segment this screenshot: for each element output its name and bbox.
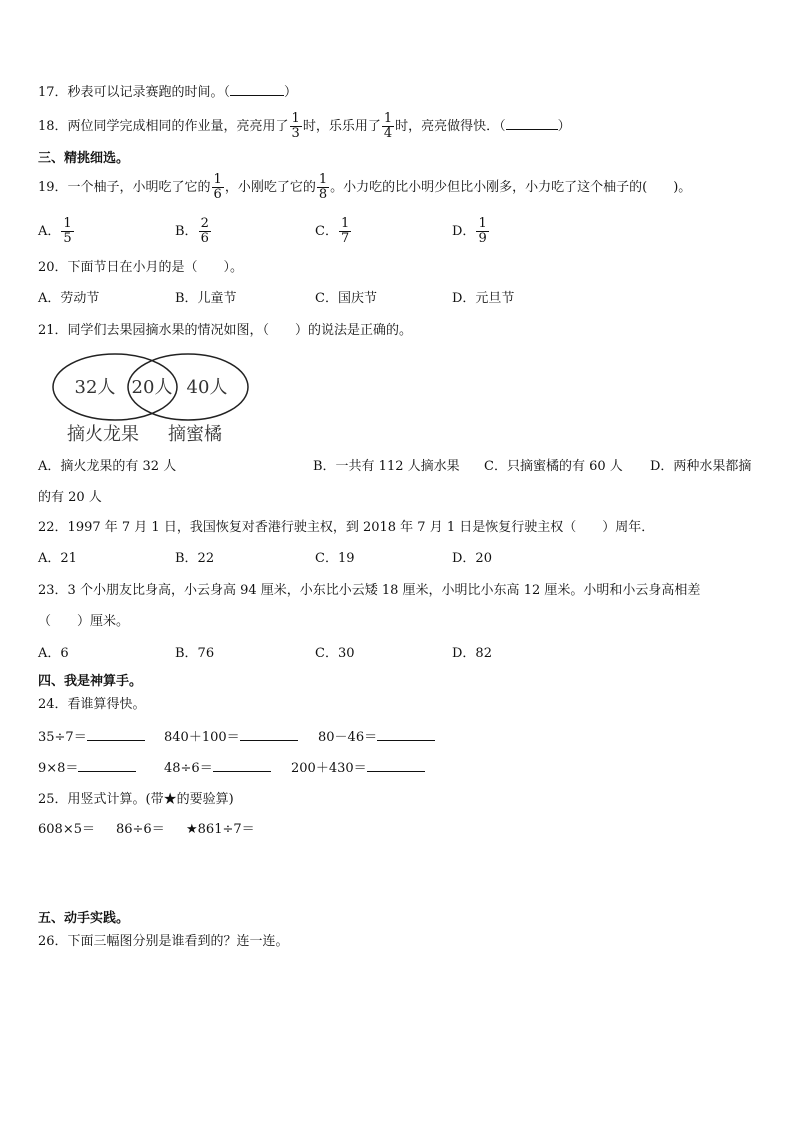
vertical-calc-1: 608×5＝ [38,822,95,837]
venn-left-label: 摘火龙果 [67,424,139,445]
option-20-d[interactable]: D．元旦节 [452,291,515,306]
option-23-d[interactable]: D．82 [452,646,492,661]
answer-blank[interactable] [87,728,145,741]
option-23-b[interactable]: B．76 [175,646,215,661]
question-17: 17．秒表可以记录赛跑的时间。（ ） [38,85,298,100]
option-19-c[interactable]: C． $\frac{1}{7}$ [315,216,350,246]
question-21-text: 21．同学们去果园摘水果的情况如图，（ ）的说法是正确的。 [38,323,413,338]
option-19-b[interactable]: B． $\frac{2}{6}$ [175,216,209,246]
calc-expression: 840＋100＝ [164,728,298,747]
answer-blank-18[interactable] [506,117,558,130]
option-19-d[interactable]: D． $\frac{1}{9}$ [452,216,487,246]
option-23-a[interactable]: A．6 [38,646,69,661]
option-21-a[interactable]: A．摘火龙果的有 32 人 [38,459,177,474]
option-22-d[interactable]: D．20 [452,551,492,566]
question-19: 19．一个柚子，小明吃了它的 $\frac{1}{6}$ ，小刚吃了它的 $\frac{1}{8}$ 。小力吃的比小明少但比小刚多，小力吃了这个柚子的( )。 [38,172,692,202]
venn-mid-count: 20人 [131,377,173,398]
option-20-c[interactable]: C．国庆节 [315,291,377,306]
answer-blank[interactable] [78,759,136,772]
question-26-text: 26．下面三幅图分别是谁看到的？连一连。 [38,934,289,949]
section-3-heading: 三、精挑细选。 [38,151,130,166]
option-22-b[interactable]: B．22 [175,551,215,566]
question-23-continued: （ ）厘米。 [38,614,130,629]
section-5-heading: 五、动手实践。 [38,911,130,926]
answer-blank-17[interactable] [230,83,284,96]
option-22-c[interactable]: C．19 [315,551,355,566]
section-4-heading: 四、我是神算手。 [38,674,143,689]
answer-blank[interactable] [377,728,435,741]
question-20-text: 20．下面节日在小月的是（ ）。 [38,260,244,275]
question-18: 18．两位同学完成相同的作业量，亮亮用了 $\frac{1}{3}$ 时，乐乐用了 $\frac{1}{4}$ 时，亮亮做得快．（ ） [38,111,571,141]
question-23-text: 23．3 个小朋友比身高，小云身高 94 厘米，小东比小云矮 18 厘米，小明比小东高 12 厘米。小明和小云身高相差 [38,583,701,598]
option-21-d[interactable]: D．两种水果都摘 [650,459,752,474]
answer-blank[interactable] [240,728,298,741]
calc-expression: 35÷7＝ [38,728,145,747]
question-17-text: 17．秒表可以记录赛跑的时间。（ [38,85,231,100]
fraction-one-sixth: $\frac{1}{6}$ [213,172,222,202]
option-22-a[interactable]: A．21 [38,551,77,566]
venn-right-label: 摘蜜橘 [168,424,222,445]
answer-blank[interactable] [367,759,425,772]
vertical-calc-2: 86÷6＝ [116,822,165,837]
question-24-text: 24．看谁算得快。 [38,697,146,712]
option-23-c[interactable]: C．30 [315,646,355,661]
venn-right-count: 40人 [186,377,228,398]
fraction-one-eighth: $\frac{1}{8}$ [318,172,328,202]
question-25-text: 25．用竖式计算。(带★的要验算) [38,792,234,807]
vertical-calc-3: ★861÷7＝ [186,822,255,837]
option-19-a[interactable]: A． $\frac{1}{5}$ [38,216,72,246]
fraction-one-quarter: $\frac{1}{4}$ [383,111,393,141]
option-20-a[interactable]: A．劳动节 [38,291,100,306]
option-21-c[interactable]: C．只摘蜜橘的有 60 人 [484,459,623,474]
calc-expression: 80－46＝ [318,728,435,747]
calc-expression: 9×8＝ [38,759,136,778]
option-21-d-continued: 的有 20 人 [38,490,102,505]
option-20-b[interactable]: B．儿童节 [175,291,237,306]
venn-left-count: 32人 [74,377,116,398]
calc-expression: 200＋430＝ [291,759,425,778]
fraction-one-third: $\frac{1}{3}$ [291,111,300,141]
option-21-b[interactable]: B．一共有 112 人摘水果 [313,459,460,474]
question-22-text: 22．1997 年 7 月 1 日，我国恢复对香港行驶主权，到 2018 年 7 月 1 日是恢复行驶主权（ ）周年． [38,520,655,535]
venn-diagram [45,352,265,452]
calc-expression: 48÷6＝ [164,759,271,778]
answer-blank[interactable] [213,759,271,772]
